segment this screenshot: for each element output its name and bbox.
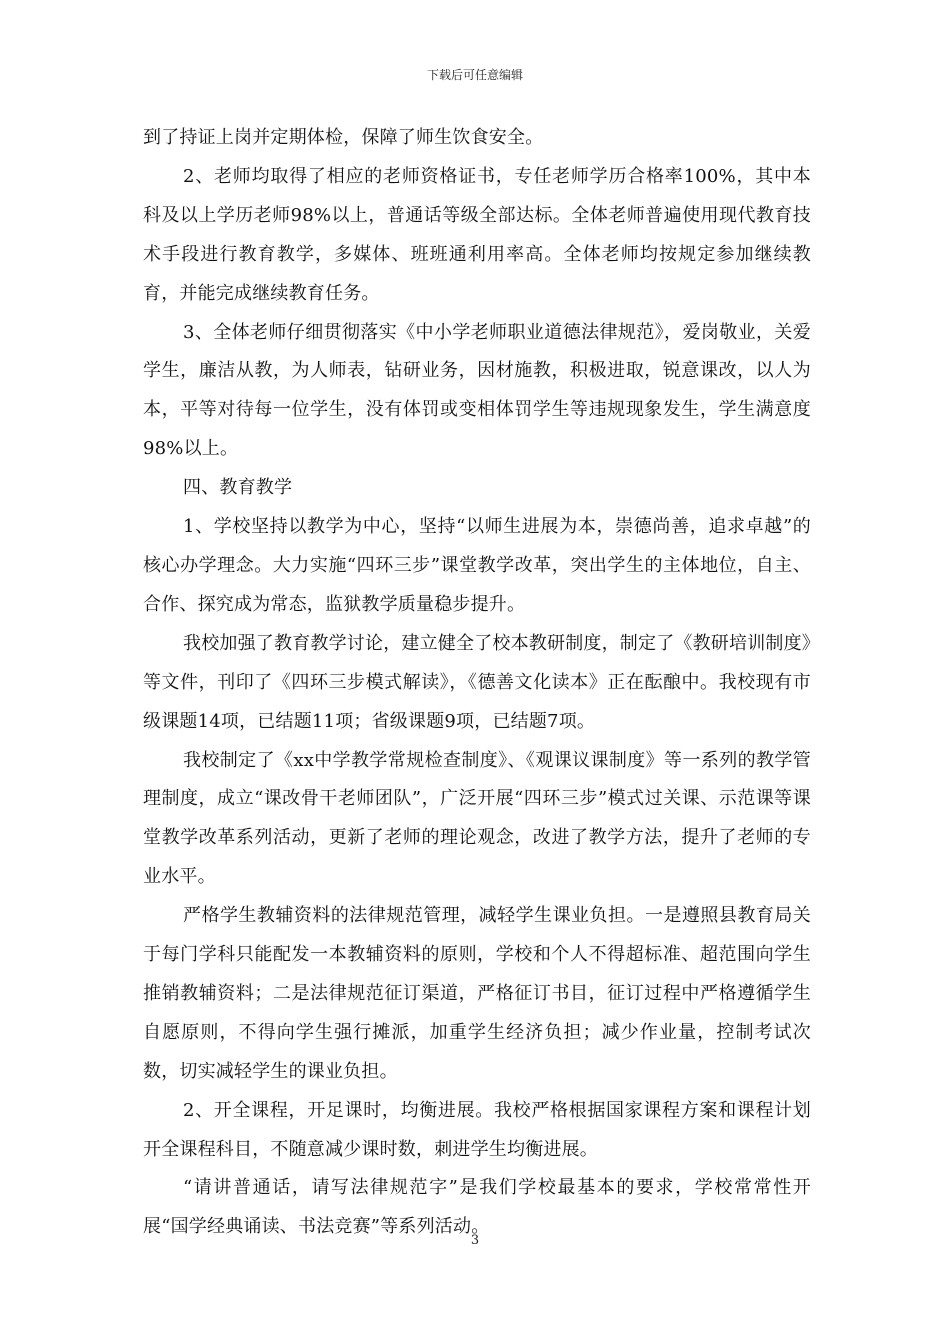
- paragraph-2: 2、老师均取得了相应的老师资格证书，专任老师学历合格率100%，其中本科及以上学历老师98%以上，普通话等级全部达标。全体老师普遍使用现代教育技术手段进行教育教学，多媒体、班班通利用率高。全体老师均按规定参加继续教育，并能完成继续教育任务。: [143, 165, 811, 304]
- paragraph-1: 到了持证上岗并定期体检，保障了师生饮食安全。: [143, 127, 544, 148]
- page-header: 下载后可任意编辑: [426, 68, 523, 82]
- page-number: 3: [470, 1233, 480, 1248]
- paragraph-10: “请讲普通话，请写法律规范字”是我们学校最基本的要求，学校常常性开展“国学经典诵读、书法竞赛”等系列活动。: [143, 1177, 811, 1238]
- paragraph-7: 我校制定了《xx中学教学常规检查制度》、《观课议课制度》等一系列的教学管理制度，成立“课改骨干老师团队”，广泛开展“四环三步”模式过关课、示范课等课堂教学改革系列活动，更新了老师的理论观念，改进了教学方法，提升了老师的专业水平。: [143, 749, 811, 888]
- paragraph-9: 2、开全课程，开足课时，均衡进展。我校严格根据国家课程方案和课程计划开全课程科目，不随意减少课时数，刺进学生均衡进展。: [143, 1099, 811, 1160]
- section-heading: 四、教育教学: [183, 477, 293, 499]
- paragraph-5: 1、学校坚持以教学为中心，坚持“以师生进展为本，崇德尚善，追求卓越”的核心办学理念。大力实施“四环三步”课堂教学改革，突出学生的主体地位，自主、合作、探究成为常态，监狱教学质量稳步提升。: [143, 516, 811, 615]
- paragraph-3: 3、全体老师仔细贯彻落实《中小学老师职业道德法律规范》，爱岗敬业，关爱学生，廉洁从教，为人师表，钻研业务，因材施教，积极进取，锐意课改，以人为本，平等对待每一位学生，没有体罚或变相体罚学生等违规现象发生，学生满意度98%以上。: [143, 321, 811, 460]
- paragraph-6: 我校加强了教育教学讨论，建立健全了校本教研制度，制定了《教研培训制度》等文件，刊印了《四环三步模式解读》，《德善文化读本》正在酝酿中。我校现有市级课题14项，已结题11项；省级课题9项，已结题7项。: [143, 632, 811, 732]
- document-body: [143, 119, 811, 1247]
- paragraph-8: 严格学生教辅资料的法律规范管理，减轻学生课业负担。一是遵照县教育局关于每门学科只能配发一本教辅资料的原则，学校和个人不得超标准、超范围向学生推销教辅资料；二是法律规范征订渠道，严格征订书目，征订过程中严格遵循学生自愿原则，不得向学生强行摊派，加重学生经济负担；减少作业量，控制考试次数，切实减轻学生的课业负担。: [143, 905, 811, 1082]
